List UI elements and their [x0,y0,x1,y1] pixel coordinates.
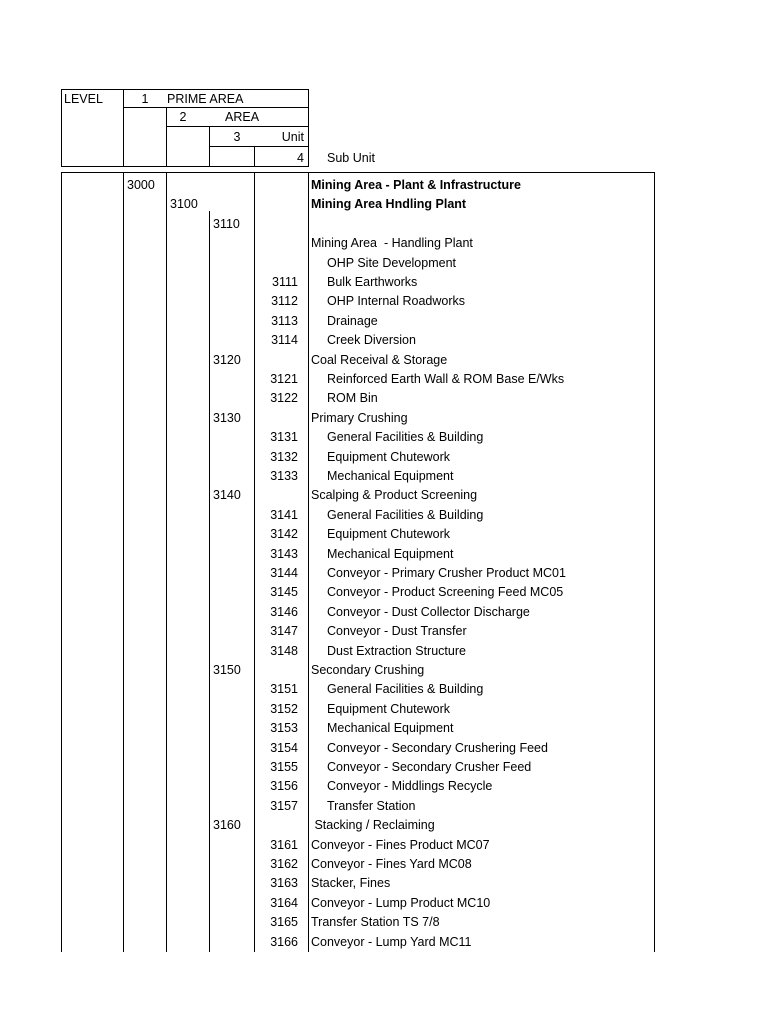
description: Dust Extraction Structure [327,643,466,658]
level-4-code: 3148 [270,643,298,658]
table-row [0,797,768,816]
table-row [0,700,768,719]
level-3-code: 3130 [213,410,241,425]
description: Conveyor - Dust Collector Discharge [327,604,530,619]
description: Conveyor - Fines Product MC07 [311,837,490,852]
table-row [0,894,768,913]
level-4-code: 3111 [272,275,298,289]
table-row [0,254,768,273]
description: Reinforced Earth Wall & ROM Base E/Wks [327,372,565,386]
table-row [0,874,768,893]
level-4-code: 3146 [270,604,298,619]
description: Creek Diversion [327,333,416,348]
table-row [0,622,768,641]
header-rule-4 [209,146,309,147]
description: OHP Site Development [327,255,456,270]
description: Conveyor - Primary Crusher Product MC01 [327,566,566,580]
header-prime-area: PRIME AREA [167,92,244,106]
table-row [0,545,768,564]
table-row [0,719,768,738]
level-4-code: 3157 [270,798,298,813]
description: General Facilities & Building [327,430,484,445]
header-unit: Unit [281,130,304,144]
level-4-code: 3161 [270,837,298,852]
table-row [0,215,768,234]
description: Mining Area - Plant & Infrastructure [311,178,521,192]
description: Stacking / Reclaiming [311,818,435,833]
level-4-code: 3151 [270,682,298,697]
description: Primary Crushing [311,410,408,425]
table-row [0,739,768,758]
description: Drainage [327,313,378,328]
table-row [0,933,768,952]
table-row [0,428,768,447]
table-row [0,292,768,311]
level-3-code: 3150 [213,663,241,677]
description: Transfer Station TS 7/8 [311,915,440,930]
level-3-code: 3110 [213,216,240,231]
level-4-code: 3166 [270,934,298,949]
level-4-code: 3121 [270,372,298,386]
table-row [0,448,768,467]
header-level-2: 2 [179,110,187,124]
table-row [0,642,768,661]
level-4-code: 3163 [270,876,298,891]
table-rule-top [61,172,655,173]
header-level-3: 3 [233,130,241,144]
table-row [0,195,768,214]
level-3-code: 3140 [213,488,241,503]
description: Equipment Chutework [327,701,450,716]
description: Conveyor - Secondary Crusher Feed [327,760,532,774]
description: General Facilities & Building [327,507,484,522]
description: Equipment Chutework [327,449,450,464]
table-row [0,331,768,350]
header-sub-unit: Sub Unit [327,151,375,165]
description: Mining Area - Handling Plant [311,236,473,251]
table-row [0,389,768,408]
level-4-code: 3145 [270,585,298,600]
description: Mechanical Equipment [327,546,454,561]
description: ROM Bin [327,391,378,406]
description: OHP Internal Roadworks [327,294,466,309]
description: Conveyor - Fines Yard MC08 [311,857,472,871]
level-4-code: 3142 [270,527,298,542]
level-4-code: 3165 [270,915,298,930]
level-3-code: 3120 [213,352,241,367]
table-row [0,312,768,331]
table-row [0,913,768,932]
table-row [0,661,768,680]
table-row [0,758,768,777]
table-row [0,506,768,525]
level-1-code: 3000 [127,178,155,192]
level-4-code: 3164 [270,895,298,910]
description: Stacker, Fines [311,876,391,891]
description: Mechanical Equipment [327,469,454,483]
table-row [0,273,768,292]
table-row [0,176,768,195]
table-row [0,836,768,855]
header-col-line-3 [209,126,210,167]
header-col-line-2 [166,107,167,167]
table-row [0,603,768,622]
level-4-code: 3114 [271,333,298,348]
description: Mining Area Hndling Plant [311,197,467,212]
level-4-code: 3162 [270,857,298,871]
header-area: AREA [225,110,260,124]
table-row [0,583,768,602]
level-4-code: 3152 [270,701,298,716]
description: Conveyor - Dust Transfer [327,624,467,639]
header-col-line-0 [61,89,62,167]
header-col-line-5 [308,89,309,167]
header-rule-2 [123,107,309,108]
table-row [0,816,768,835]
description: General Facilities & Building [327,682,484,697]
table-row [0,370,768,389]
level-4-code: 3133 [270,469,298,483]
table-row [0,680,768,699]
table-row [0,486,768,505]
table-row [0,351,768,370]
level-4-code: 3113 [271,313,298,328]
description: Scalping & Product Screening [311,488,478,503]
header-level: LEVEL [64,92,103,106]
level-4-code: 3154 [270,740,298,755]
header-rule-bottom [61,166,309,167]
header-col-line-4 [254,146,255,167]
header-col-line-1 [123,89,124,167]
description: Secondary Crushing [311,663,425,677]
table-row [0,234,768,253]
table-row [0,525,768,544]
level-4-code: 3155 [270,760,298,774]
description: Transfer Station [327,798,416,813]
level-4-code: 3143 [270,546,298,561]
level-4-code: 3141 [270,507,298,522]
description: Mechanical Equipment [327,721,454,736]
description: Conveyor - Lump Yard MC11 [311,934,472,949]
level-4-code: 3132 [270,449,298,464]
level-4-code: 3112 [271,294,298,309]
level-4-code: 3144 [270,566,298,580]
description: Coal Receival & Storage [311,352,448,367]
header-rule-top [61,89,309,90]
level-4-code: 3153 [270,721,298,736]
description: Conveyor - Product Screening Feed MC05 [327,585,564,600]
header-level-4: 4 [297,151,304,165]
level-4-code: 3156 [270,779,298,794]
level-2-code: 3100 [170,197,198,212]
description: Conveyor - Middlings Recycle [327,779,493,794]
table-row [0,855,768,874]
level-4-code: 3122 [270,391,298,406]
description: Conveyor - Lump Product MC10 [311,895,491,910]
header-level-1: 1 [141,92,149,106]
description: Conveyor - Secondary Crushering Feed [327,740,548,755]
level-3-code: 3160 [213,818,241,833]
description: Bulk Earthworks [327,275,418,289]
table-row [0,564,768,583]
table-row [0,777,768,796]
description: Equipment Chutework [327,527,450,542]
header-rule-3 [166,126,309,127]
level-4-code: 3131 [270,430,298,445]
table-row [0,409,768,428]
table-row [0,467,768,486]
level-4-code: 3147 [270,624,298,639]
